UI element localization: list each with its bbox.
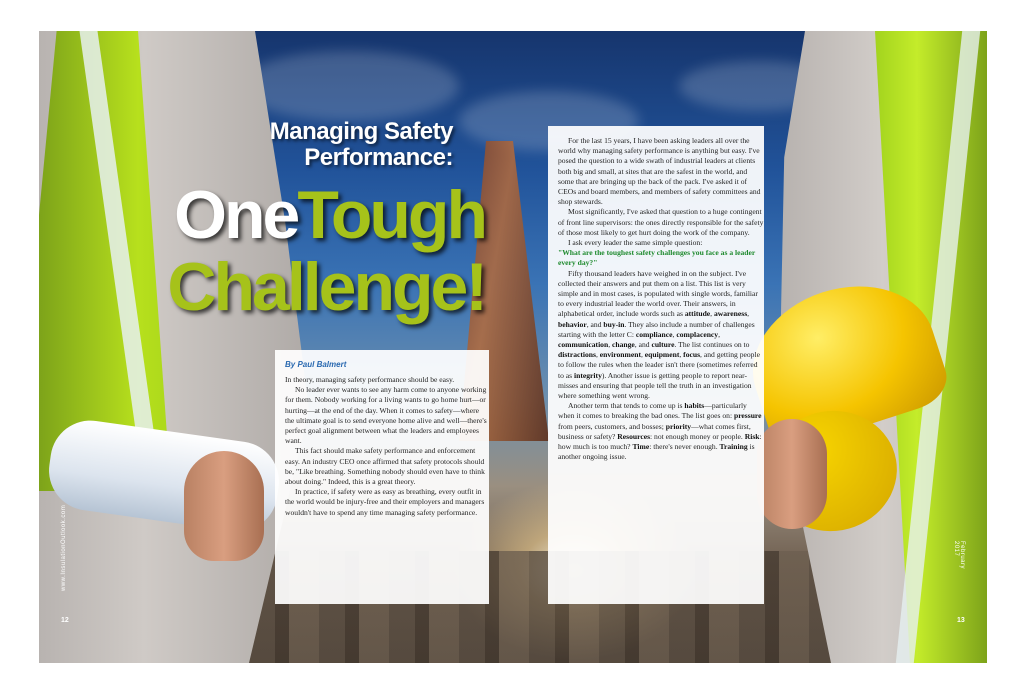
headline	[125, 179, 485, 323]
text-run: . The list continues on to	[674, 340, 750, 350]
keyword: Risk	[744, 431, 760, 441]
text-run: ,	[718, 329, 720, 339]
article-column-left	[275, 350, 489, 604]
paragraph: No leader ever wants to see any harm come to anyone working for them. Nobody working for a living wants to go home hurt—or hurting—at the end of the day. When it comes to safety—where the ultimate goal is to send everyone home alive and well—there's perfect goal alignment between what the leaders and employees want.	[285, 385, 487, 446]
headline-word-one: One	[174, 177, 298, 253]
text-run: ). Another issue is getting people to report near-misses and ensuring that people tell the truth in an investigation where something went wrong.	[558, 370, 752, 401]
keyword: culture	[651, 340, 675, 350]
keyword: distractions	[558, 350, 596, 360]
keyword: focus	[683, 350, 701, 360]
text-run: ,	[747, 309, 750, 319]
text-run: ,	[672, 329, 677, 339]
text-run: . They also include a number of challenges starting with the letter C:	[558, 319, 755, 339]
text-run: ,	[595, 350, 600, 360]
text-run: is another ongoing issue.	[558, 442, 755, 462]
keyword: environment	[599, 350, 641, 360]
title-line-1: Managing Safety	[269, 118, 453, 145]
article-column-right	[548, 126, 764, 604]
paragraph: In theory, managing safety performance should be easy.	[285, 375, 455, 384]
text-run: from peers, customers, and bosses;	[558, 421, 666, 431]
keyword: awareness	[713, 309, 748, 319]
paragraph: Most significantly, I've asked that question to a huge contingent of front line supervisors: the ones directly responsible for the safety of those most likely to get hurt doing the work of the company.	[558, 207, 764, 237]
text-run: : there's never enough.	[649, 442, 720, 452]
keyword: compliance	[635, 329, 673, 339]
sky-cloud	[239, 51, 459, 121]
text-run: : not enough money or people.	[650, 431, 745, 441]
paragraph: In practice, if safety were as easy as breathing, every outfit in the world would be injury-free and their employers and managers wouldn't have to spend any time managing safety performance.	[285, 487, 485, 517]
text-run: Another term that tends to come up is	[568, 401, 685, 411]
text-run: ,	[710, 309, 714, 319]
text-run: ,	[679, 350, 684, 360]
text-run: Fifty thousand leaders have weighed in on the subject. I've collected their answers and put them on a list. This list is very simple and in most cases, is populated with single words, familiar to every industrial leader the world over. Their answers, in alphabetical order, include words such as	[558, 268, 758, 319]
keyword: complacency	[676, 329, 719, 339]
keyword: Resources	[617, 431, 651, 441]
keyword: buy-in	[603, 319, 625, 329]
title-line-2: Performance:	[304, 144, 453, 171]
magazine-spread	[39, 31, 987, 663]
keyword: behavior	[558, 319, 587, 329]
text-run: , and getting people to follow the rules when the leader isn't there (sometimes referred to as	[558, 350, 760, 380]
paragraph: I ask every leader the same simple question:	[568, 238, 703, 248]
article-body-right	[558, 126, 764, 463]
headline-word-tough: Tough	[297, 177, 485, 253]
keyword: Time	[632, 442, 650, 452]
keyword: communication	[558, 340, 609, 350]
keyword: integrity	[574, 370, 602, 380]
text-run: ,	[640, 350, 645, 360]
keyword: habits	[684, 401, 705, 411]
keyword: Training	[719, 442, 748, 452]
keyword: attitude	[684, 309, 711, 319]
paragraph: This fact should make safety performance and enforcement easy. An industry CEO once affirmed that safety protocols should be, "Like breathing. Something nobody should even have to think about doing." Indeed, this is a great theory.	[285, 446, 485, 487]
text-run: , and	[634, 340, 652, 350]
title-kicker	[235, 119, 453, 171]
text-run: ,	[608, 340, 612, 350]
keyword: priority	[665, 421, 692, 431]
issue-date-sidebar-text: February 2017	[953, 541, 965, 570]
key-question: "What are the toughest safety challenges you face as a leader every day?"	[558, 248, 756, 268]
keyword: pressure	[733, 411, 762, 421]
text-run: , and	[586, 319, 604, 329]
website-sidebar-text: www.InsulationOutlook.com	[61, 504, 67, 591]
hand-left-image	[184, 451, 264, 561]
paragraph: For the last 15 years, I have been asking leaders all over the world why managing safety performance is anything but easy. I've posed the question to a wide swath of industrial leaders at clients both big and small, at sites that are the safest in the world, and some that are bringing up the back of the pack. I've asked it of CEOs and board members, and members of safety committees and shop stewards.	[558, 136, 761, 207]
text-run: —particularly when it comes to breaking the bad ones. The list goes on:	[558, 401, 747, 421]
hand-right-image	[757, 419, 827, 529]
page-number-left: 12	[61, 617, 69, 624]
article-body-left	[285, 375, 489, 518]
paragraph-keywords-2	[558, 401, 764, 462]
paragraph-keywords-1	[558, 269, 764, 402]
page-number-right: 13	[957, 617, 965, 624]
keyword: equipment	[644, 350, 680, 360]
headline-word-challenge: Challenge!	[167, 249, 485, 325]
keyword: change	[612, 340, 635, 350]
text-run: : how much is too much?	[558, 431, 762, 452]
text-run: —what comes first, business or safety?	[558, 421, 751, 441]
byline: By Paul Balmert	[285, 360, 347, 369]
